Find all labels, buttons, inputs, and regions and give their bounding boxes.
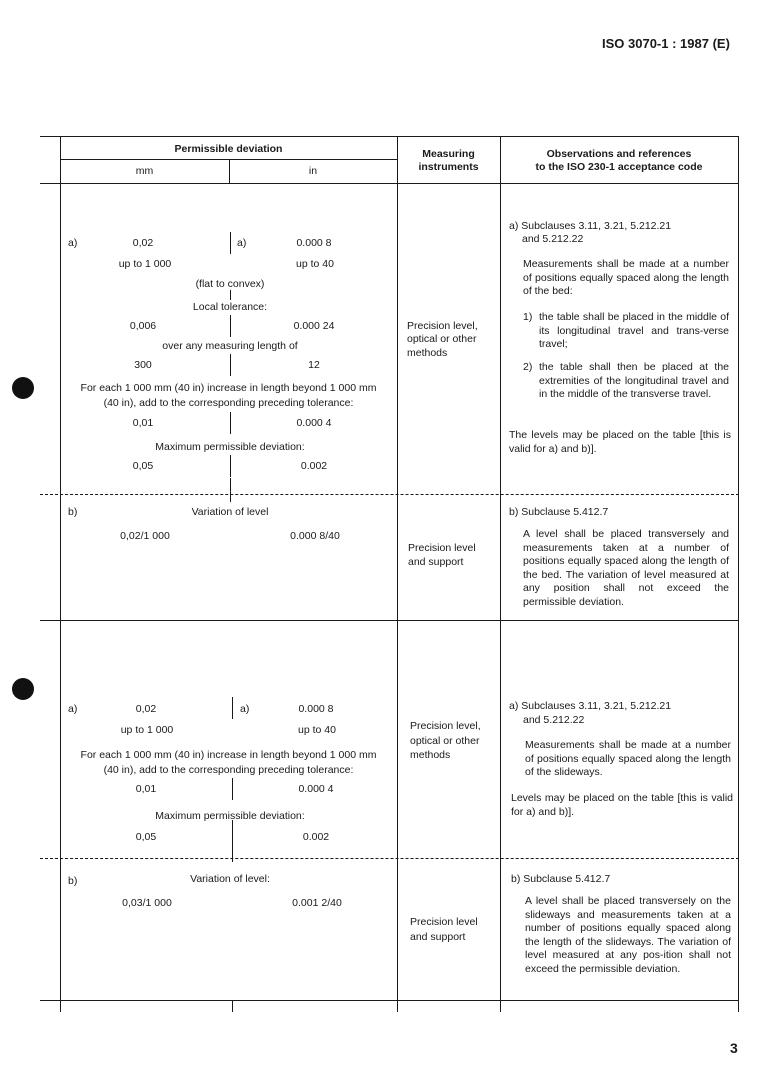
mm-column-heading: mm	[135, 165, 154, 177]
in-local-tolerance: 0.000 24	[293, 320, 335, 332]
list-item: the table shall then be placed at the extremities of the longitudinal travel and in the middle of the transverse travel.	[539, 361, 729, 401]
in-variation: 0.000 8/40	[290, 530, 340, 542]
subclause-reference-cont: and 5.212.22	[522, 233, 584, 245]
shape-note: (flat to convex)	[195, 278, 265, 290]
length-increase-rule: For each 1 000 mm (40 in) increase in length beyond 1 000 mm	[80, 749, 377, 761]
levels-note: The levels may be placed on the table [this is valid for a) and b)].	[509, 429, 731, 455]
in-measuring-length: 12	[308, 359, 320, 371]
in-tolerance: 0.000 8	[296, 237, 332, 249]
measuring-instrument-cont: optical or other	[410, 735, 480, 747]
mm-max-deviation: 0,05	[135, 831, 157, 843]
value-separator	[232, 697, 233, 719]
subclause-reference: a) Subclauses 3.11, 3.21, 5.212.21	[509, 220, 672, 232]
standard-reference: ISO 3070-1 : 1987 (E)	[602, 36, 730, 51]
value-separator	[230, 315, 231, 337]
mm-additional-tolerance: 0,01	[135, 783, 157, 795]
in-max-deviation: 0.002	[302, 831, 330, 843]
subsection-divider-1	[40, 494, 739, 495]
value-separator	[232, 778, 233, 800]
mm-local-tolerance: 0,006	[129, 320, 157, 332]
measuring-instrument-cont: methods	[410, 749, 451, 761]
in-range: up to 40	[296, 258, 334, 270]
measuring-instrument-cont: methods	[407, 347, 448, 359]
mm-range: up to 1 000	[120, 724, 174, 736]
mm-max-deviation: 0,05	[132, 460, 154, 472]
measurement-instruction: Measurements shall be made at a number of positions equally spaced along the length of the slideways.	[525, 739, 731, 779]
subsection-divider-2	[40, 858, 739, 859]
subclause-reference-cont: and 5.212.22	[523, 714, 585, 726]
value-separator	[232, 842, 233, 862]
margin-change-bullet	[12, 377, 34, 399]
item-label-a: a)	[240, 703, 250, 715]
subclause-reference: a) Subclauses 3.11, 3.21, 5.212.21	[509, 700, 672, 712]
mm-additional-tolerance: 0,01	[132, 417, 154, 429]
list-number: 1)	[523, 311, 533, 323]
length-increase-rule-cont: (40 in), add to the corresponding preceding tolerance:	[103, 397, 354, 409]
length-increase-rule-cont: (40 in), add to the corresponding preceding tolerance:	[103, 764, 354, 776]
measuring-instrument-cont: and support	[408, 556, 464, 568]
page-number: 3	[730, 1040, 738, 1056]
mm-tolerance: 0,02	[135, 703, 157, 715]
observation-text: A level shall be placed transversely and measurements taken at a number of positions equally spaced along the length of the bed. The variation of level measured at any position shall not exceed the permissible deviation.	[523, 528, 729, 608]
max-deviation-label: Maximum permissible deviation:	[155, 810, 305, 822]
in-max-deviation: 0.002	[300, 460, 328, 472]
value-separator	[230, 412, 231, 434]
mm-range: up to 1 000	[118, 258, 172, 270]
measuring-instrument: Precision level	[410, 916, 478, 928]
measuring-instrument: Precision level,	[410, 720, 481, 732]
measurement-instruction: Measurements shall be made at a number of positions equally spaced along the length of the bed:	[523, 258, 729, 298]
item-label-b: b)	[68, 506, 78, 518]
left-column-border	[60, 136, 61, 1012]
section-divider-1	[40, 620, 739, 621]
mm-variation: 0,03/1 000	[122, 897, 172, 909]
measuring-length-label: over any measuring length of	[162, 340, 298, 352]
item-label-a: a)	[237, 237, 247, 249]
value-separator	[232, 1000, 233, 1012]
value-separator	[230, 478, 231, 502]
header-bottom-border	[40, 183, 739, 184]
observations-heading: Observations and references	[546, 148, 692, 160]
value-separator	[230, 232, 231, 254]
measuring-heading: Measuring	[422, 148, 475, 160]
in-additional-tolerance: 0.000 4	[296, 417, 332, 429]
item-label-a: a)	[68, 237, 78, 249]
variation-label: Variation of level	[191, 506, 269, 518]
subclause-reference: b) Subclause 5.412.7	[509, 506, 609, 518]
measuring-instrument: Precision level	[408, 542, 476, 554]
measuring-instrument-cont: optical or other	[407, 333, 477, 345]
value-separator	[230, 455, 231, 477]
mm-tolerance: 0,02	[132, 237, 154, 249]
observations-left-border	[500, 136, 501, 1012]
permissible-deviation-heading: Permissible deviation	[174, 143, 283, 155]
levels-note: Levels may be placed on the table [this is valid for a) and b)].	[511, 792, 733, 818]
right-table-border	[738, 136, 739, 1012]
subclause-reference: b) Subclause 5.412.7	[511, 873, 611, 885]
measuring-instrument: Precision level,	[407, 320, 478, 332]
in-column-heading: in	[308, 165, 318, 177]
in-additional-tolerance: 0.000 4	[298, 783, 334, 795]
max-deviation-label: Maximum permissible deviation:	[155, 441, 305, 453]
list-item: the table shall be placed in the middle of its longitudinal travel and trans-verse travel;	[539, 311, 729, 351]
mm-measuring-length: 300	[134, 359, 152, 371]
local-tolerance-label: Local tolerance:	[192, 301, 268, 313]
margin-change-bullet	[12, 678, 34, 700]
list-number: 2)	[523, 361, 533, 373]
observation-text: A level shall be placed transversely on the slideways and measurements taken at a number of positions equally spaced along the length of the slideways. The variation of level measured at any pos-ition shall not exceed the permissible deviation.	[525, 895, 731, 975]
measuring-instrument-cont: and support	[410, 931, 466, 943]
instruments-left-border	[397, 136, 398, 1012]
observations-subheading: to the ISO 230-1 acceptance code	[535, 161, 703, 173]
value-separator	[232, 820, 233, 842]
instruments-heading: instruments	[418, 161, 479, 173]
value-separator	[230, 290, 231, 300]
table-top-border	[40, 136, 739, 137]
item-label-b: b)	[68, 875, 78, 887]
in-tolerance: 0.000 8	[298, 703, 334, 715]
length-increase-rule: For each 1 000 mm (40 in) increase in length beyond 1 000 mm	[80, 382, 377, 394]
value-separator	[230, 354, 231, 376]
item-label-a: a)	[68, 703, 78, 715]
table-bottom-border	[40, 1000, 739, 1001]
mm-variation: 0,02/1 000	[120, 530, 170, 542]
in-variation: 0.001 2/40	[292, 897, 342, 909]
in-range: up to 40	[298, 724, 336, 736]
variation-label: Variation of level:	[190, 873, 270, 885]
